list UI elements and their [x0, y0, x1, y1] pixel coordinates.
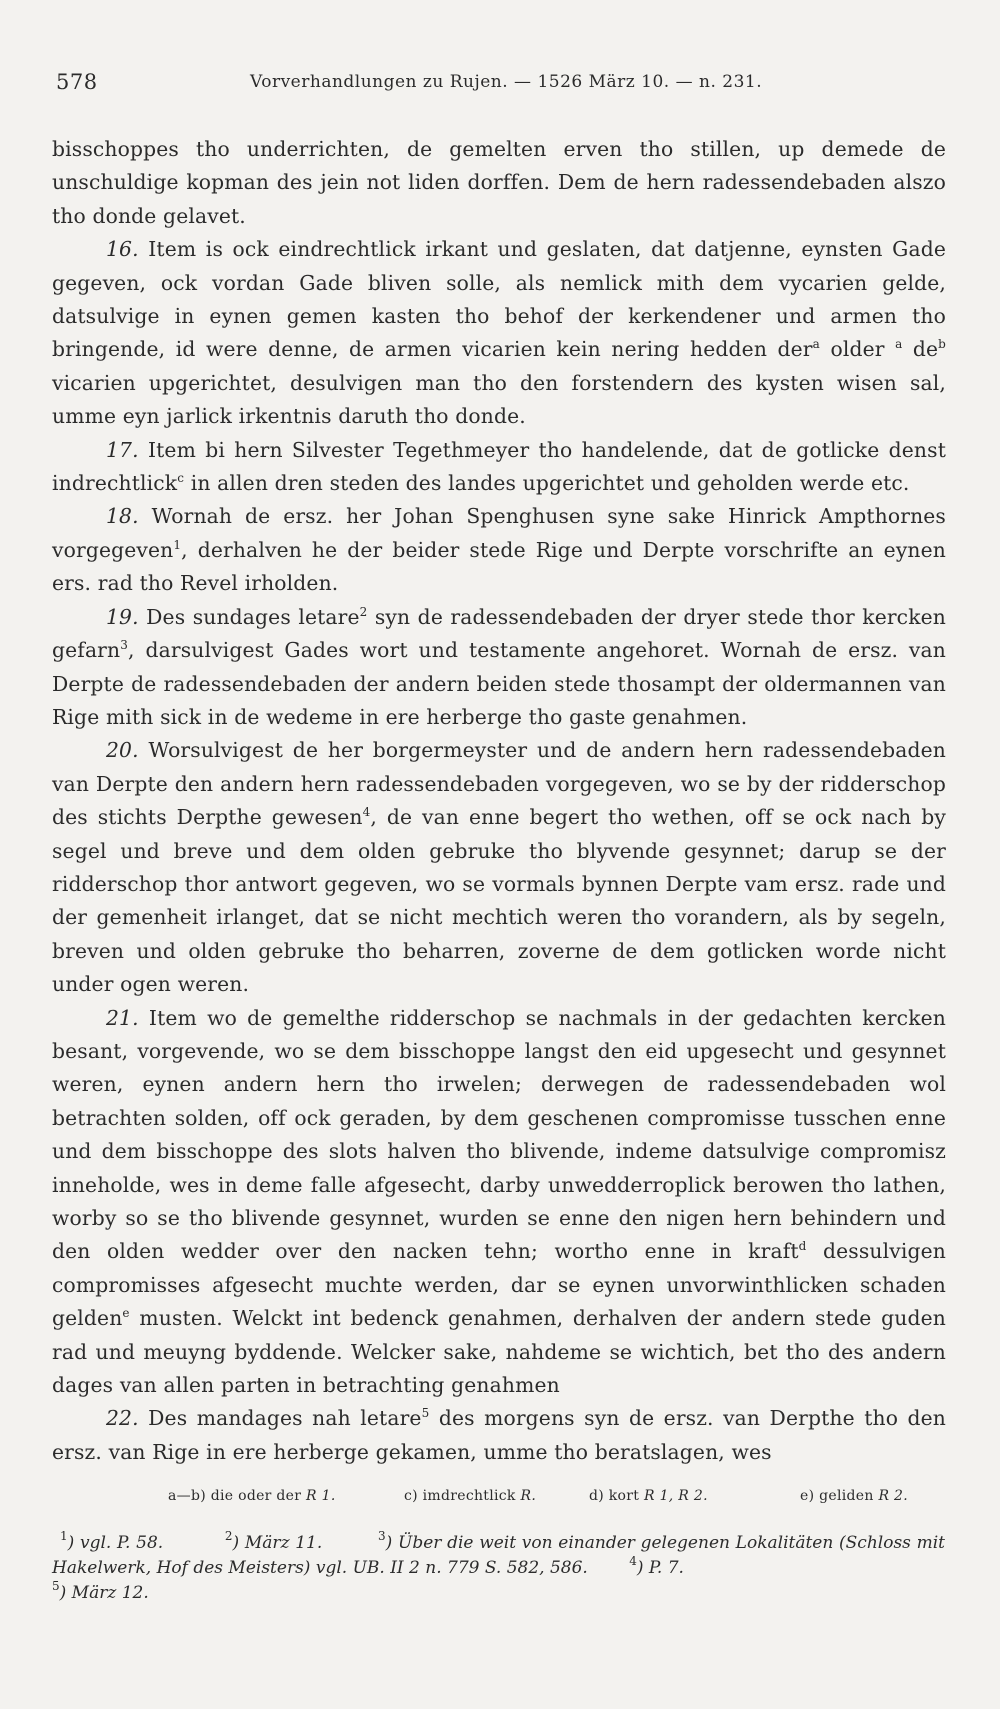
section-number: 19. — [106, 604, 139, 629]
variant-note-ab: a—b) die oder der R 1. — [168, 1488, 336, 1504]
footnote-line-5 — [52, 1581, 945, 1606]
paragraph-continued: bisschoppes tho underrichten, de gemelten erven tho stillen, up demede de unschuldige kopman des jein not liden dorffen. Dem de hern radessendebaden alszo tho donde gelavet. — [52, 137, 946, 228]
paragraph-18: 18. Wornah de ersz. her Johan Spenghusen syne sake Hinrick Ampthornes vorgegeven$^1$, derhalven he der beider stede Rige und Derpte vorschrifte an eynen ers. rad tho Revel irholden. — [52, 504, 946, 596]
page-number: 578 — [56, 70, 98, 94]
section-number: 20. — [106, 738, 139, 763]
variant-note-c: c) imdrechtlick R. — [404, 1488, 537, 1504]
footnote-mark: 3 — [378, 1529, 386, 1543]
section-number: 22. — [106, 1406, 139, 1431]
footnote-5: ) März 12. — [59, 1583, 149, 1603]
footnotes — [52, 1531, 945, 1606]
section-number: 18. — [106, 504, 139, 529]
paragraph-21: 21. Item wo de gemelthe ridderschop se nachmals in der gedachten kercken besant, vorgevende, wo se dem bisschoppe langst den eid upgesecht und gesynnet weren, eynen andern hern tho irwelen; derwegen de radessendebaden wol betrachten solden, off ock geraden, by dem geschenen compromisse tusschen enne und dem bisschoppe des slots halven tho blivende, indeme datsulvige compromisz inneholde, wes in deme falle afgesecht, darby unwedderroplick berowen tho lathen, worby so se tho blivende gesynnet, wurden se enne den nigen hern behindern und den olden wedder over den nacken tehn; wortho enne in kraft$^d$ dessulvigen compromisses afgesecht muchte werden, dar se eynen unvorwinthlicken schaden gelden$^e$ musten. Welckt int bedenck genahmen, derhalven der andern stede guden rad und meuyng byddende. Welcker sake, nahdeme se wichtich, bet tho des andern dages van allen parten in betrachting genahmen — [52, 1005, 946, 1398]
paragraph-17: 17. Item bi hern Silvester Tegethmeyer tho handelende, dat de gotlicke denst indrechtlick$^c$ in allen dren steden des landes upgerichtet und geholden werde etc. — [52, 437, 946, 496]
footnote-1: ) vgl. P. 58. — [67, 1533, 164, 1553]
footnote-mark: 4 — [629, 1554, 637, 1568]
paragraph-19: 19. Des sundages letare$^2$ syn de radessendebaden der dryer stede thor kercken gefarn$^3$, darsulvigest Gades wort und testamente angehoret. Wornah de ersz. van Derpte de radessendebaden der andern beiden stede thosampt der oldermannen van Rige mith sick in de wedeme in ere herberge tho gaste genahmen. — [52, 604, 946, 729]
footnote-mark: 5 — [52, 1579, 60, 1593]
footnote-line-1 — [52, 1531, 945, 1581]
variant-note-d: d) kort R 1, R 2. — [589, 1488, 708, 1504]
paragraph-20: 20. Worsulvigest de her borgermeyster und de andern hern radessendebaden van Derpte den andern hern radessendebaden vorgegeven, wo se by der ridderschop des stichts Derpthe gewesen$^4$, de van enne begert tho wethen, off se ock nach by segel und breve und dem olden gebruke tho blyvende gesynnet; darup se der ridderschop thor antwort gegeven, wo se vormals bynnen Derpte vam ersz. rade und der gemenheit irlanget, dat se nicht mechtich weren tho vorandern, als by segeln, breven und olden gebruke tho beharren, zoverne de dem gotlicken worde nicht under ogen weren. — [52, 738, 946, 997]
body-text — [52, 133, 946, 1469]
section-number: 17. — [106, 437, 139, 462]
footnote-mark: 1 — [60, 1529, 68, 1543]
footnote-2: ) März 11. — [232, 1533, 323, 1553]
variant-note-e: e) geliden R 2. — [800, 1488, 908, 1504]
paragraph-22: 22. Des mandages nah letare$^5$ des morgens syn de ersz. van Derpthe tho den ersz. van Rige in ere herberge gekamen, umme tho beratslagen, wes — [52, 1406, 946, 1464]
running-title: Vorverhandlungen zu Rujen. — 1526 März 10. — n. 231. — [250, 72, 763, 92]
section-number: 16. — [106, 237, 139, 262]
paragraph-16: 16. Item is ock eindrechtlick irkant und geslaten, dat datjenne, eynsten Gade gegeven, ock vordan Gade bliven solle, als nemlick mith dem vycarien gelde, datsulvige in eynen gemen kasten tho behof der kerkendener und armen tho bringende, id were denne, de armen vicarien kein nering hedden der$^a$ older $^a$ $de^b$ vicarien upgerichtet, desulvigen man tho den forstendern des kysten wisen sal, umme eyn jarlick irkentnis daruth tho donde. — [52, 237, 947, 429]
footnote-3: ) Über die weit von einander gelegenen Lokalitäten (Schloss mit Hakelwerk, Hof des Meisters) vgl. UB. II 2 n. 779 S. 582, 586. — [52, 1533, 945, 1578]
footnote-mark: 2 — [224, 1529, 233, 1543]
footnote-4: ) P. 7. — [636, 1558, 684, 1578]
page-header — [56, 70, 951, 100]
section-number: 21. — [106, 1005, 139, 1030]
